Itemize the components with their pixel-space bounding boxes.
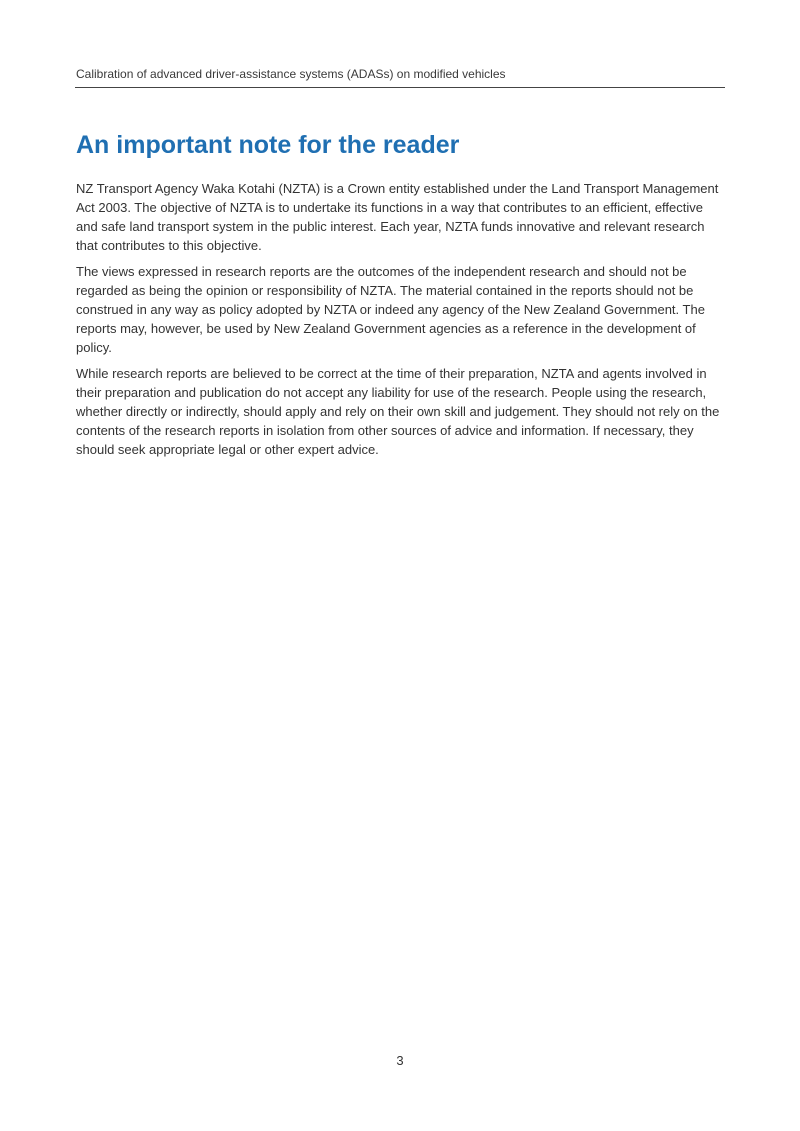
- running-header: [75, 66, 725, 88]
- body-text: [76, 179, 726, 466]
- paragraph: The views expressed in research reports are the outcomes of the independent research and should not be regarded as being the opinion or responsibility of NZTA. The material contained in the reports should not be construed in any way as policy adopted by NZTA or indeed any agency of the New Zealand Government. The reports may, however, be used by New Zealand Government agencies as a reference in the development of policy.: [76, 264, 705, 355]
- paragraph: NZ Transport Agency Waka Kotahi (NZTA) is a Crown entity established under the Land Transport Management Act 2003. The objective of NZTA is to undertake its functions in a way that contributes to an efficient, effective and safe land transport system in the public interest. Each year, NZTA funds innovative and relevant research that contributes to this objective.: [76, 181, 719, 253]
- page-number: 3: [396, 1053, 404, 1068]
- running-header-title: Calibration of advanced driver-assistance systems (ADASs) on modified vehicles: [76, 67, 506, 81]
- paragraph: While research reports are believed to be correct at the time of their preparation, NZTA and agents involved in their preparation and publication do not accept any liability for use of the research. People using the research, whether directly or indirectly, should apply and rely on their own skill and judgement. They should not rely on the contents of the research reports in isolation from other sources of advice and information. If necessary, they should seek appropriate legal or other expert advice.: [76, 366, 720, 457]
- section-heading: An important note for the reader: [76, 131, 460, 159]
